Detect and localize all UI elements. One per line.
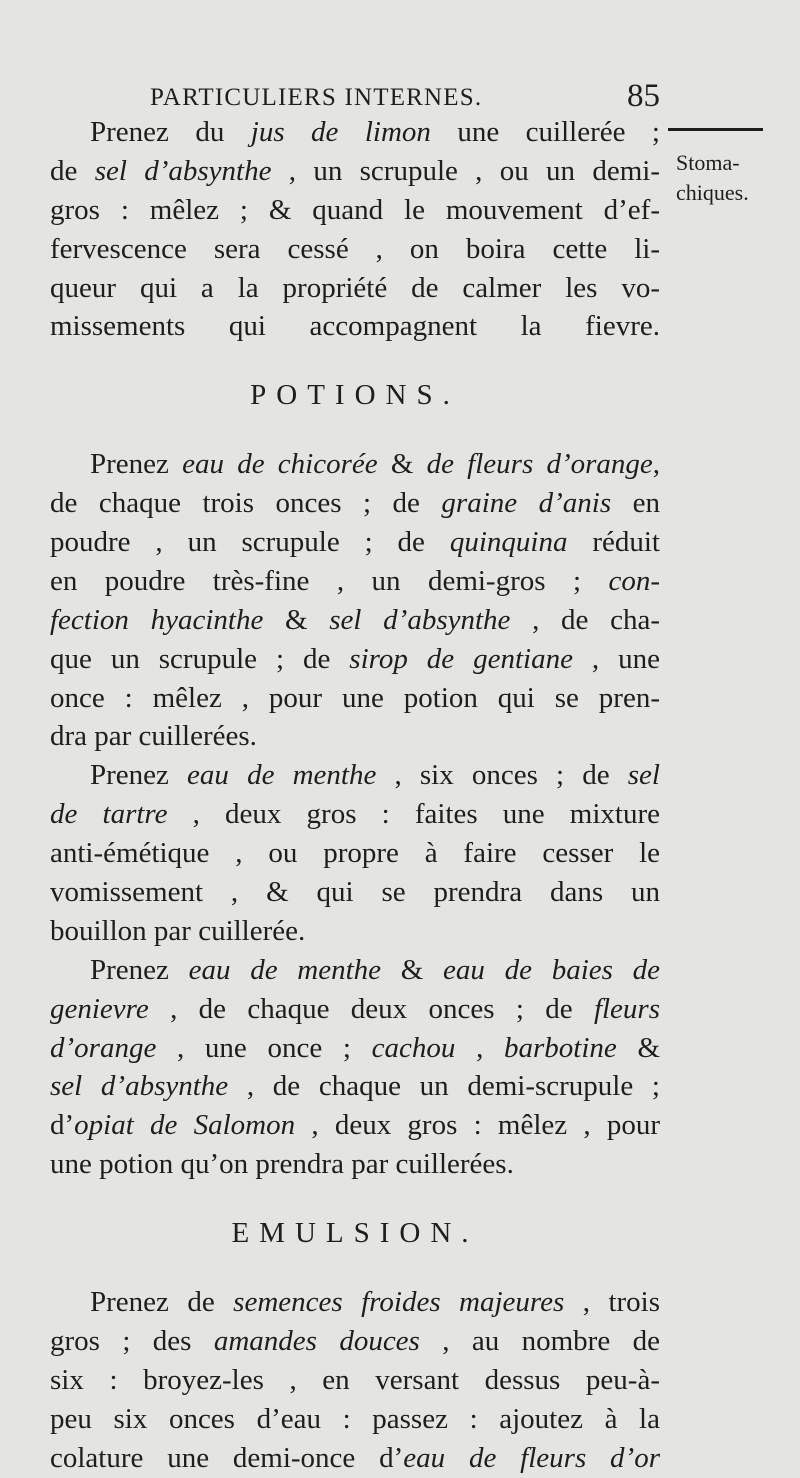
text-line [50,152,660,191]
text-segment: une cuillerée ; [430,116,660,148]
italic-segment: de fleurs d’orange [426,448,653,481]
italic-segment: eau de menthe [188,953,382,986]
text-segment: , au nombre de [419,1324,660,1357]
text-segment: Prenez [90,448,183,481]
text-segment: fervescence sera cessé , on boira cette li- [50,232,660,265]
text-segment: missements qui accompagnent la fievre. [50,310,660,343]
text-line [50,1145,660,1184]
margin-note-line: Stoma- [676,150,740,175]
margin-note-line: chiques. [676,180,749,205]
text-line [50,795,660,834]
text-line [50,1322,660,1361]
italic-segment: quinquina [449,526,568,559]
text-segment: bouillon par cuillerée. [50,914,306,947]
text-line [50,484,660,523]
italic-segment: de tartre [50,798,168,831]
text-segment: , deux gros : mêlez , pour [295,1109,660,1142]
italic-segment: fection hyacinthe [50,603,264,636]
italic-segment: eau de menthe [187,759,377,792]
text-line [50,269,660,308]
spacer [50,1253,660,1283]
text-line [50,1400,660,1439]
text-segment: , six onces ; de [376,759,628,792]
text-segment: , de chaque un demi-scrupule ; [228,1070,660,1103]
text-line [50,307,660,346]
text-line [50,640,660,679]
text-line [50,1067,660,1106]
text-line [50,1106,660,1145]
text-segment: , trois [564,1286,660,1319]
text-line [50,912,660,951]
italic-segment: sel d’absynthe [329,603,511,636]
text-line [50,191,660,230]
text-line [50,113,660,152]
section-heading-potions: POTIONS. [250,379,460,412]
text-segment: , [455,1031,504,1064]
text-line [50,873,660,912]
text-segment: d’ [50,1109,75,1142]
italic-segment: barbotine [504,1031,617,1064]
text-line [50,601,660,640]
running-title: PARTICULIERS INTERNES. [150,84,483,111]
text-line [50,445,660,484]
text-line [50,523,660,562]
text-line [50,756,660,795]
text-segment: dra par cuillerées. [50,720,257,753]
italic-segment: genievre [50,992,149,1025]
italic-segment: graine d’anis [441,487,612,520]
text-segment: once : mêlez , pour une potion qui se pren- [50,681,660,714]
text-segment: réduit [567,526,660,559]
italic-segment: fleurs [593,992,660,1025]
italic-segment: sirop de gentiane [349,642,573,675]
text-segment: & [381,953,444,986]
text-line [50,951,660,990]
section-heading-emulsion: EMULSION. [231,1217,479,1250]
text-line [50,230,660,269]
text-segment: Prenez [90,759,188,792]
text-segment: six : broyez-les , en versant dessus peu-à- [50,1363,660,1396]
text-segment: Prenez du [90,116,251,148]
italic-segment: cachou [371,1031,456,1064]
text-segment: vomissement , & qui se prendra dans un [50,876,660,909]
italic-segment: semences froides majeures [233,1286,565,1319]
text-segment: Prenez [90,953,189,986]
text-line [50,990,660,1029]
italic-segment: opiat de Salomon [74,1109,296,1142]
italic-segment: d’orange [50,1031,157,1064]
text-segment: une potion qu’on prendra par cuillerées. [50,1148,514,1181]
text-segment: gros : mêlez ; & quand le mouvement d’ef- [50,193,660,226]
text-segment: , une [572,642,661,675]
text-segment: en [611,487,660,520]
text-segment: queur qui a la propriété de calmer les vo- [50,271,660,304]
text-segment: , de chaque deux onces ; de [148,992,594,1025]
text-segment: , [652,448,661,481]
text-segment: , un scrupule , ou un demi- [271,154,660,187]
italic-segment: sel d’absynthe [94,154,272,187]
italic-segment: jus de limon [250,116,431,148]
text-line [50,834,660,873]
italic-segment: sel d’absynthe [50,1070,229,1103]
italic-segment: eau de fleurs d’or [403,1441,660,1474]
italic-segment: eau de chicorée [182,448,378,481]
text-segment: en poudre très-fine , un demi-gros ; [50,564,609,597]
text-segment: , de cha- [510,603,660,636]
text-line [50,717,660,756]
text-segment: , deux gros : faites une mixture [167,798,660,831]
page-number: 85 [627,78,660,114]
text-segment: colature une demi-once d’ [50,1441,404,1474]
spacer [50,415,660,445]
italic-segment: eau de baies de [443,953,660,986]
margin-note [676,148,791,208]
text-segment: & [377,448,427,481]
text-line [50,1283,660,1322]
text-segment: que un scrupule ; de [50,642,350,675]
text-line [50,1439,660,1478]
text-segment: de [50,154,95,187]
text-segment: poudre , un scrupule ; de [50,526,450,559]
italic-segment: con- [608,564,660,597]
body-text [50,113,660,1478]
text-line [50,1029,660,1068]
text-segment: anti-émétique , ou propre à faire cesser le [50,837,660,870]
italic-segment: sel [627,759,660,792]
text-segment: , une once ; [156,1031,372,1064]
text-line [50,679,660,718]
text-segment: peu six onces d’eau : passez : ajoutez à la [50,1402,660,1435]
spacer [50,346,660,376]
text-segment: de chaque trois onces ; de [50,487,442,520]
text-line [50,562,660,601]
margin-rule [668,128,763,131]
text-segment: & [616,1031,661,1064]
text-line [50,1361,660,1400]
italic-segment: amandes douces [213,1324,420,1357]
text-segment: Prenez de [90,1286,234,1319]
text-segment: & [263,603,330,636]
text-segment: gros ; des [50,1324,214,1357]
spacer [50,1184,660,1214]
